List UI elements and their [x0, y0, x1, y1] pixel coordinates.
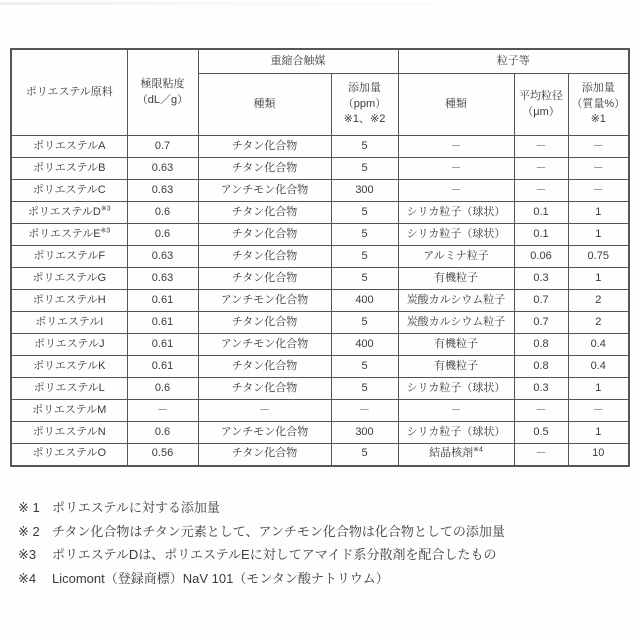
footnote-marker: ※4 — [18, 570, 37, 586]
cell-viscosity: 0.61 — [127, 312, 198, 334]
cell-catalyst-amount: 5 — [331, 312, 398, 334]
cell-catalyst-amount: 300 — [331, 422, 398, 444]
footnotes — [18, 496, 628, 590]
cell-catalyst-amount: 5 — [331, 202, 398, 224]
cell-viscosity: 0.63 — [127, 246, 198, 268]
cell-particle-type: 炭酸カルシウム粒子 — [398, 312, 514, 334]
footnote-ref: ※3 — [100, 226, 111, 234]
cell-catalyst-amount: 400 — [331, 290, 398, 312]
cell-material: ポリエステルA — [11, 136, 127, 158]
cell-material: ポリエステルJ — [11, 334, 127, 356]
cell-particle-diameter: 0.8 — [514, 334, 568, 356]
table-row — [11, 180, 629, 202]
cell-particle-amount: － — [568, 180, 629, 202]
cell-particle-diameter: 0.1 — [514, 202, 568, 224]
header-material: ポリエステル原料 — [11, 49, 127, 136]
cell-viscosity: 0.6 — [127, 378, 198, 400]
cell-particle-diameter: 0.7 — [514, 312, 568, 334]
cell-particle-type: － — [398, 136, 514, 158]
cell-particle-diameter: 0.06 — [514, 246, 568, 268]
cell-particle-type: 有機粒子 — [398, 268, 514, 290]
cell-material: ポリエステルI — [11, 312, 127, 334]
cell-viscosity: 0.61 — [127, 356, 198, 378]
cell-particle-amount: 0.4 — [568, 356, 629, 378]
cell-particle-type: 炭酸カルシウム粒子 — [398, 290, 514, 312]
header-particle-group: 粒子等 — [398, 49, 629, 74]
cell-particle-diameter: 0.3 — [514, 268, 568, 290]
cell-particle-type: アルミナ粒子 — [398, 246, 514, 268]
cell-particle-amount: 1 — [568, 378, 629, 400]
cell-viscosity: 0.63 — [127, 158, 198, 180]
cell-catalyst-type: チタン化合物 — [198, 356, 331, 378]
cell-catalyst-amount: 5 — [331, 378, 398, 400]
cell-particle-amount: 1 — [568, 422, 629, 444]
cell-catalyst-amount: 5 — [331, 356, 398, 378]
header-catalyst-type: 種類 — [198, 74, 331, 136]
cell-particle-type: － — [398, 158, 514, 180]
cell-particle-amount: 2 — [568, 312, 629, 334]
cell-particle-amount: 1 — [568, 224, 629, 246]
cell-catalyst-amount: 5 — [331, 136, 398, 158]
footnote-line — [18, 567, 628, 591]
cell-catalyst-type: チタン化合物 — [198, 224, 331, 246]
cell-catalyst-amount: 300 — [331, 180, 398, 202]
cell-viscosity: 0.63 — [127, 268, 198, 290]
table-body — [11, 136, 629, 466]
cell-particle-diameter: 0.7 — [514, 290, 568, 312]
cell-catalyst-type: アンチモン化合物 — [198, 422, 331, 444]
cell-catalyst-amount: 5 — [331, 158, 398, 180]
footnote-ref: ※4 — [473, 446, 483, 454]
cell-particle-diameter: － — [514, 180, 568, 202]
cell-catalyst-type: チタン化合物 — [198, 202, 331, 224]
footnote-line — [18, 496, 628, 520]
cell-particle-diameter: － — [514, 400, 568, 422]
table-row — [11, 158, 629, 180]
cell-particle-type: シリカ粒子（球状） — [398, 422, 514, 444]
cell-catalyst-type: チタン化合物 — [198, 158, 331, 180]
cell-particle-type: － — [398, 180, 514, 202]
cell-material: ポリエステルN — [11, 422, 127, 444]
cell-catalyst-amount: 5 — [331, 246, 398, 268]
table-row — [11, 202, 629, 224]
cell-particle-diameter: － — [514, 444, 568, 466]
cell-catalyst-type: チタン化合物 — [198, 246, 331, 268]
cell-catalyst-type: アンチモン化合物 — [198, 334, 331, 356]
table-row — [11, 290, 629, 312]
cell-catalyst-amount: 400 — [331, 334, 398, 356]
footnote-line — [18, 520, 628, 544]
table-row — [11, 334, 629, 356]
cell-particle-diameter: － — [514, 136, 568, 158]
footnote-text: Licomont（登録商標）NaV 101（モンタン酸ナトリウム） — [52, 570, 389, 586]
cell-particle-amount: 1 — [568, 202, 629, 224]
cell-particle-amount: 2 — [568, 290, 629, 312]
cell-viscosity: 0.7 — [127, 136, 198, 158]
cell-catalyst-type: アンチモン化合物 — [198, 180, 331, 202]
cell-particle-type: シリカ粒子（球状） — [398, 202, 514, 224]
table-row — [11, 312, 629, 334]
table-row — [11, 246, 629, 268]
polyester-raw-material-table — [10, 48, 630, 467]
cell-particle-type: 有機粒子 — [398, 356, 514, 378]
header-particle-type: 種類 — [398, 74, 514, 136]
footnote-marker: ※ 2 — [18, 523, 40, 539]
cell-material: ポリエステル$D^{※3}$ — [11, 202, 127, 224]
cell-material: ポリエステルF — [11, 246, 127, 268]
cell-material: ポリエステル$E^{※3}$ — [11, 224, 127, 246]
cell-catalyst-type: － — [198, 400, 331, 422]
cell-viscosity: 0.6 — [127, 202, 198, 224]
cell-particle-type: 結晶核剤$^{※4}$ — [398, 444, 514, 466]
header-particle-diameter: 平均粒径 （μm） — [514, 74, 568, 136]
table-row — [11, 136, 629, 158]
footnote-line — [18, 543, 628, 567]
cell-material: ポリエステルB — [11, 158, 127, 180]
cell-material: ポリエステルC — [11, 180, 127, 202]
table-row — [11, 444, 629, 466]
cell-viscosity: － — [127, 400, 198, 422]
table-header — [11, 49, 629, 136]
cell-catalyst-type: チタン化合物 — [198, 136, 331, 158]
cell-material: ポリエステルG — [11, 268, 127, 290]
cell-material: ポリエステルK — [11, 356, 127, 378]
header-catalyst-group: 重縮合触媒 — [198, 49, 398, 74]
cell-catalyst-type: チタン化合物 — [198, 312, 331, 334]
cell-material: ポリエステルH — [11, 290, 127, 312]
scan-artifact — [0, 2, 640, 5]
table-row — [11, 422, 629, 444]
cell-viscosity: 0.61 — [127, 334, 198, 356]
footnote-text: チタン化合物はチタン元素として、アンチモン化合物は化合物としての添加量 — [52, 523, 505, 539]
cell-particle-amount: － — [568, 400, 629, 422]
footnote-text: ポリエステルに対する添加量 — [52, 500, 220, 515]
header-particle-amount: 添加量 （質量%） ※1 — [568, 74, 629, 136]
cell-catalyst-amount: 5 — [331, 444, 398, 466]
cell-viscosity: 0.61 — [127, 290, 198, 312]
cell-catalyst-amount: 5 — [331, 268, 398, 290]
cell-catalyst-type: チタン化合物 — [198, 444, 331, 466]
cell-material: ポリエステルM — [11, 400, 127, 422]
table-row — [11, 356, 629, 378]
cell-catalyst-amount: － — [331, 400, 398, 422]
table-row — [11, 400, 629, 422]
cell-particle-type: シリカ粒子（球状） — [398, 224, 514, 246]
cell-catalyst-type: チタン化合物 — [198, 268, 331, 290]
footnote-marker: ※ 1 — [18, 500, 40, 515]
table-row — [11, 378, 629, 400]
cell-particle-diameter: － — [514, 158, 568, 180]
cell-particle-type: － — [398, 400, 514, 422]
footnote-marker: ※3 — [18, 547, 37, 562]
cell-particle-amount: 0.75 — [568, 246, 629, 268]
cell-material: ポリエステルL — [11, 378, 127, 400]
cell-viscosity: 0.6 — [127, 422, 198, 444]
cell-particle-amount: － — [568, 136, 629, 158]
cell-particle-amount: － — [568, 158, 629, 180]
cell-particle-diameter: 0.5 — [514, 422, 568, 444]
table-row — [11, 268, 629, 290]
cell-particle-type: 有機粒子 — [398, 334, 514, 356]
cell-particle-diameter: 0.3 — [514, 378, 568, 400]
footnote-ref: ※3 — [100, 204, 111, 212]
cell-particle-amount: 0.4 — [568, 334, 629, 356]
cell-particle-amount: 10 — [568, 444, 629, 466]
cell-catalyst-type: チタン化合物 — [198, 378, 331, 400]
cell-particle-type: シリカ粒子（球状） — [398, 378, 514, 400]
table-row — [11, 224, 629, 246]
footnote-text: ポリエステルDは、ポリエステルEに対してアマイド系分散剤を配合したもの — [52, 547, 497, 562]
cell-particle-diameter: 0.8 — [514, 356, 568, 378]
cell-material: ポリエステルO — [11, 444, 127, 466]
header-viscosity: 極限粘度 （dL／g） — [127, 49, 198, 136]
cell-particle-amount: 1 — [568, 268, 629, 290]
cell-viscosity: 0.56 — [127, 444, 198, 466]
cell-viscosity: 0.6 — [127, 224, 198, 246]
cell-particle-diameter: 0.1 — [514, 224, 568, 246]
header-catalyst-amount: 添加量 （ppm） ※1、※2 — [331, 74, 398, 136]
cell-viscosity: 0.63 — [127, 180, 198, 202]
cell-catalyst-amount: 5 — [331, 224, 398, 246]
cell-catalyst-type: アンチモン化合物 — [198, 290, 331, 312]
